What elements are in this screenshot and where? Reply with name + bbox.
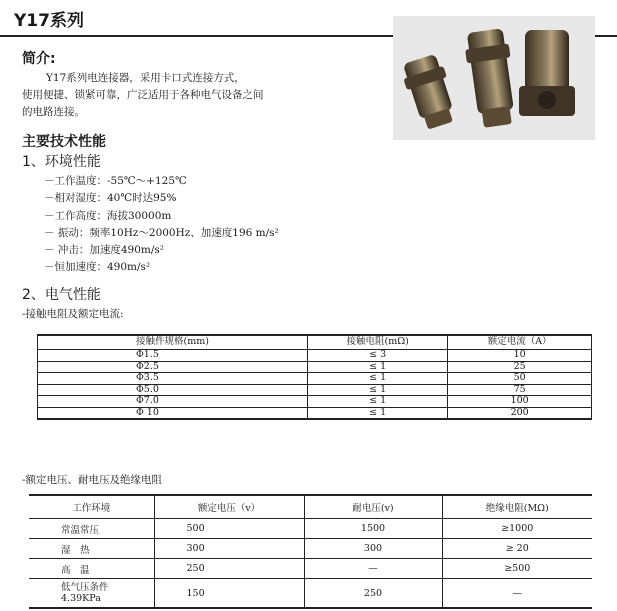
table-row (29, 559, 592, 579)
table-cell: Φ5.0 (38, 384, 308, 396)
table-cell: Φ 10 (38, 407, 308, 419)
env-condition-line1: 低气压条件 (61, 582, 109, 593)
table-header: 耐电压(v) (304, 495, 442, 519)
table-cell: Φ2.5 (38, 361, 308, 373)
table-cell (29, 579, 154, 609)
table-cell: 高 温 (29, 559, 154, 579)
table-cell: ≤ 1 (308, 361, 448, 373)
env-condition-line2: 4.39KPa (61, 593, 101, 604)
table-cell: 300 (304, 539, 442, 559)
table-row (38, 361, 592, 373)
env-item: －工作温度：-55℃～+125℃ (44, 175, 187, 187)
table-cell: 湿 热 (29, 539, 154, 559)
table-cell: ≥1000 (442, 519, 592, 539)
table-cell: ≤ 3 (308, 350, 448, 362)
table-row (38, 384, 592, 396)
table-cell: 250 (304, 579, 442, 609)
table-cell: — (442, 579, 592, 609)
table-cell: 常温常压 (29, 519, 154, 539)
table-row (29, 519, 592, 539)
table-cell: 10 (448, 350, 592, 362)
table-cell: ≤ 1 (308, 407, 448, 419)
table-cell: 200 (448, 407, 592, 419)
electric-heading: 2、电气性能 (22, 287, 101, 303)
intro-line-3: 的电路连接。 (22, 106, 85, 118)
env-heading: 1、环境性能 (22, 154, 101, 170)
voltage-insulation-table (29, 494, 592, 609)
table-cell: 100 (448, 396, 592, 408)
table-cell: Φ3.5 (38, 373, 308, 385)
table-header: 接触件规格(mm) (38, 335, 308, 350)
table-cell: Φ1.5 (38, 350, 308, 362)
table-header: 额定电流（A） (448, 335, 592, 350)
table-cell: Φ7.0 (38, 396, 308, 408)
table-header: 绝缘电阻(MΩ) (485, 503, 549, 514)
table-row (38, 373, 592, 385)
page-title: Y17系列 (14, 11, 84, 31)
env-item: －恒加速度：490m/s² (44, 261, 151, 274)
table-cell: ≤ 1 (308, 396, 448, 408)
connector-photo (393, 16, 595, 140)
resistance-subheading: -接触电阻及额定电流: (22, 308, 124, 320)
table-cell: 25 (448, 361, 592, 373)
voltage-subheading: -额定电压、耐电压及绝缘电阻 (22, 474, 163, 486)
contact-resistance-table (37, 334, 592, 420)
intro-body (22, 70, 322, 121)
table-row (38, 407, 592, 419)
intro-line-2: 使用便捷、锁紧可靠，广泛适用于各种电气设备之间 (22, 89, 264, 101)
env-item: －相对湿度：40℃时达95% (44, 192, 177, 205)
env-item: － 冲击：加速度490m/s² (44, 244, 164, 257)
table-cell: 1500 (304, 519, 442, 539)
table-row (38, 350, 592, 362)
table-row (38, 396, 592, 408)
table-header: 工作环境 (29, 495, 154, 519)
table-header: 接触电阻(mΩ) (308, 335, 448, 350)
intro-heading: 简介: (22, 51, 56, 67)
table-cell: 300 (154, 539, 304, 559)
table-cell: 250 (154, 559, 304, 579)
table-row (29, 539, 592, 559)
table-cell: ≥ 20 (442, 539, 592, 559)
env-items (44, 173, 279, 277)
table-row (29, 579, 592, 609)
table-cell: 150 (154, 579, 304, 609)
intro-line-1: Y17系列电连接器，采用卡口式连接方式， (46, 72, 245, 84)
tech-heading: 主要技术性能 (22, 134, 106, 150)
table-cell: ≤ 1 (308, 384, 448, 396)
table-cell: — (304, 559, 442, 579)
table-cell: 50 (448, 373, 592, 385)
table-cell: ≤ 1 (308, 373, 448, 385)
table-cell: 75 (448, 384, 592, 396)
table-cell: ≥500 (442, 559, 592, 579)
env-item: － 振动：频率10Hz～2000Hz、加速度196 m/s² (44, 226, 279, 239)
table-cell: 500 (154, 519, 304, 539)
table-header: 额定电压（v） (154, 495, 304, 519)
env-item: －工作高度：海拔30000m (44, 209, 172, 222)
